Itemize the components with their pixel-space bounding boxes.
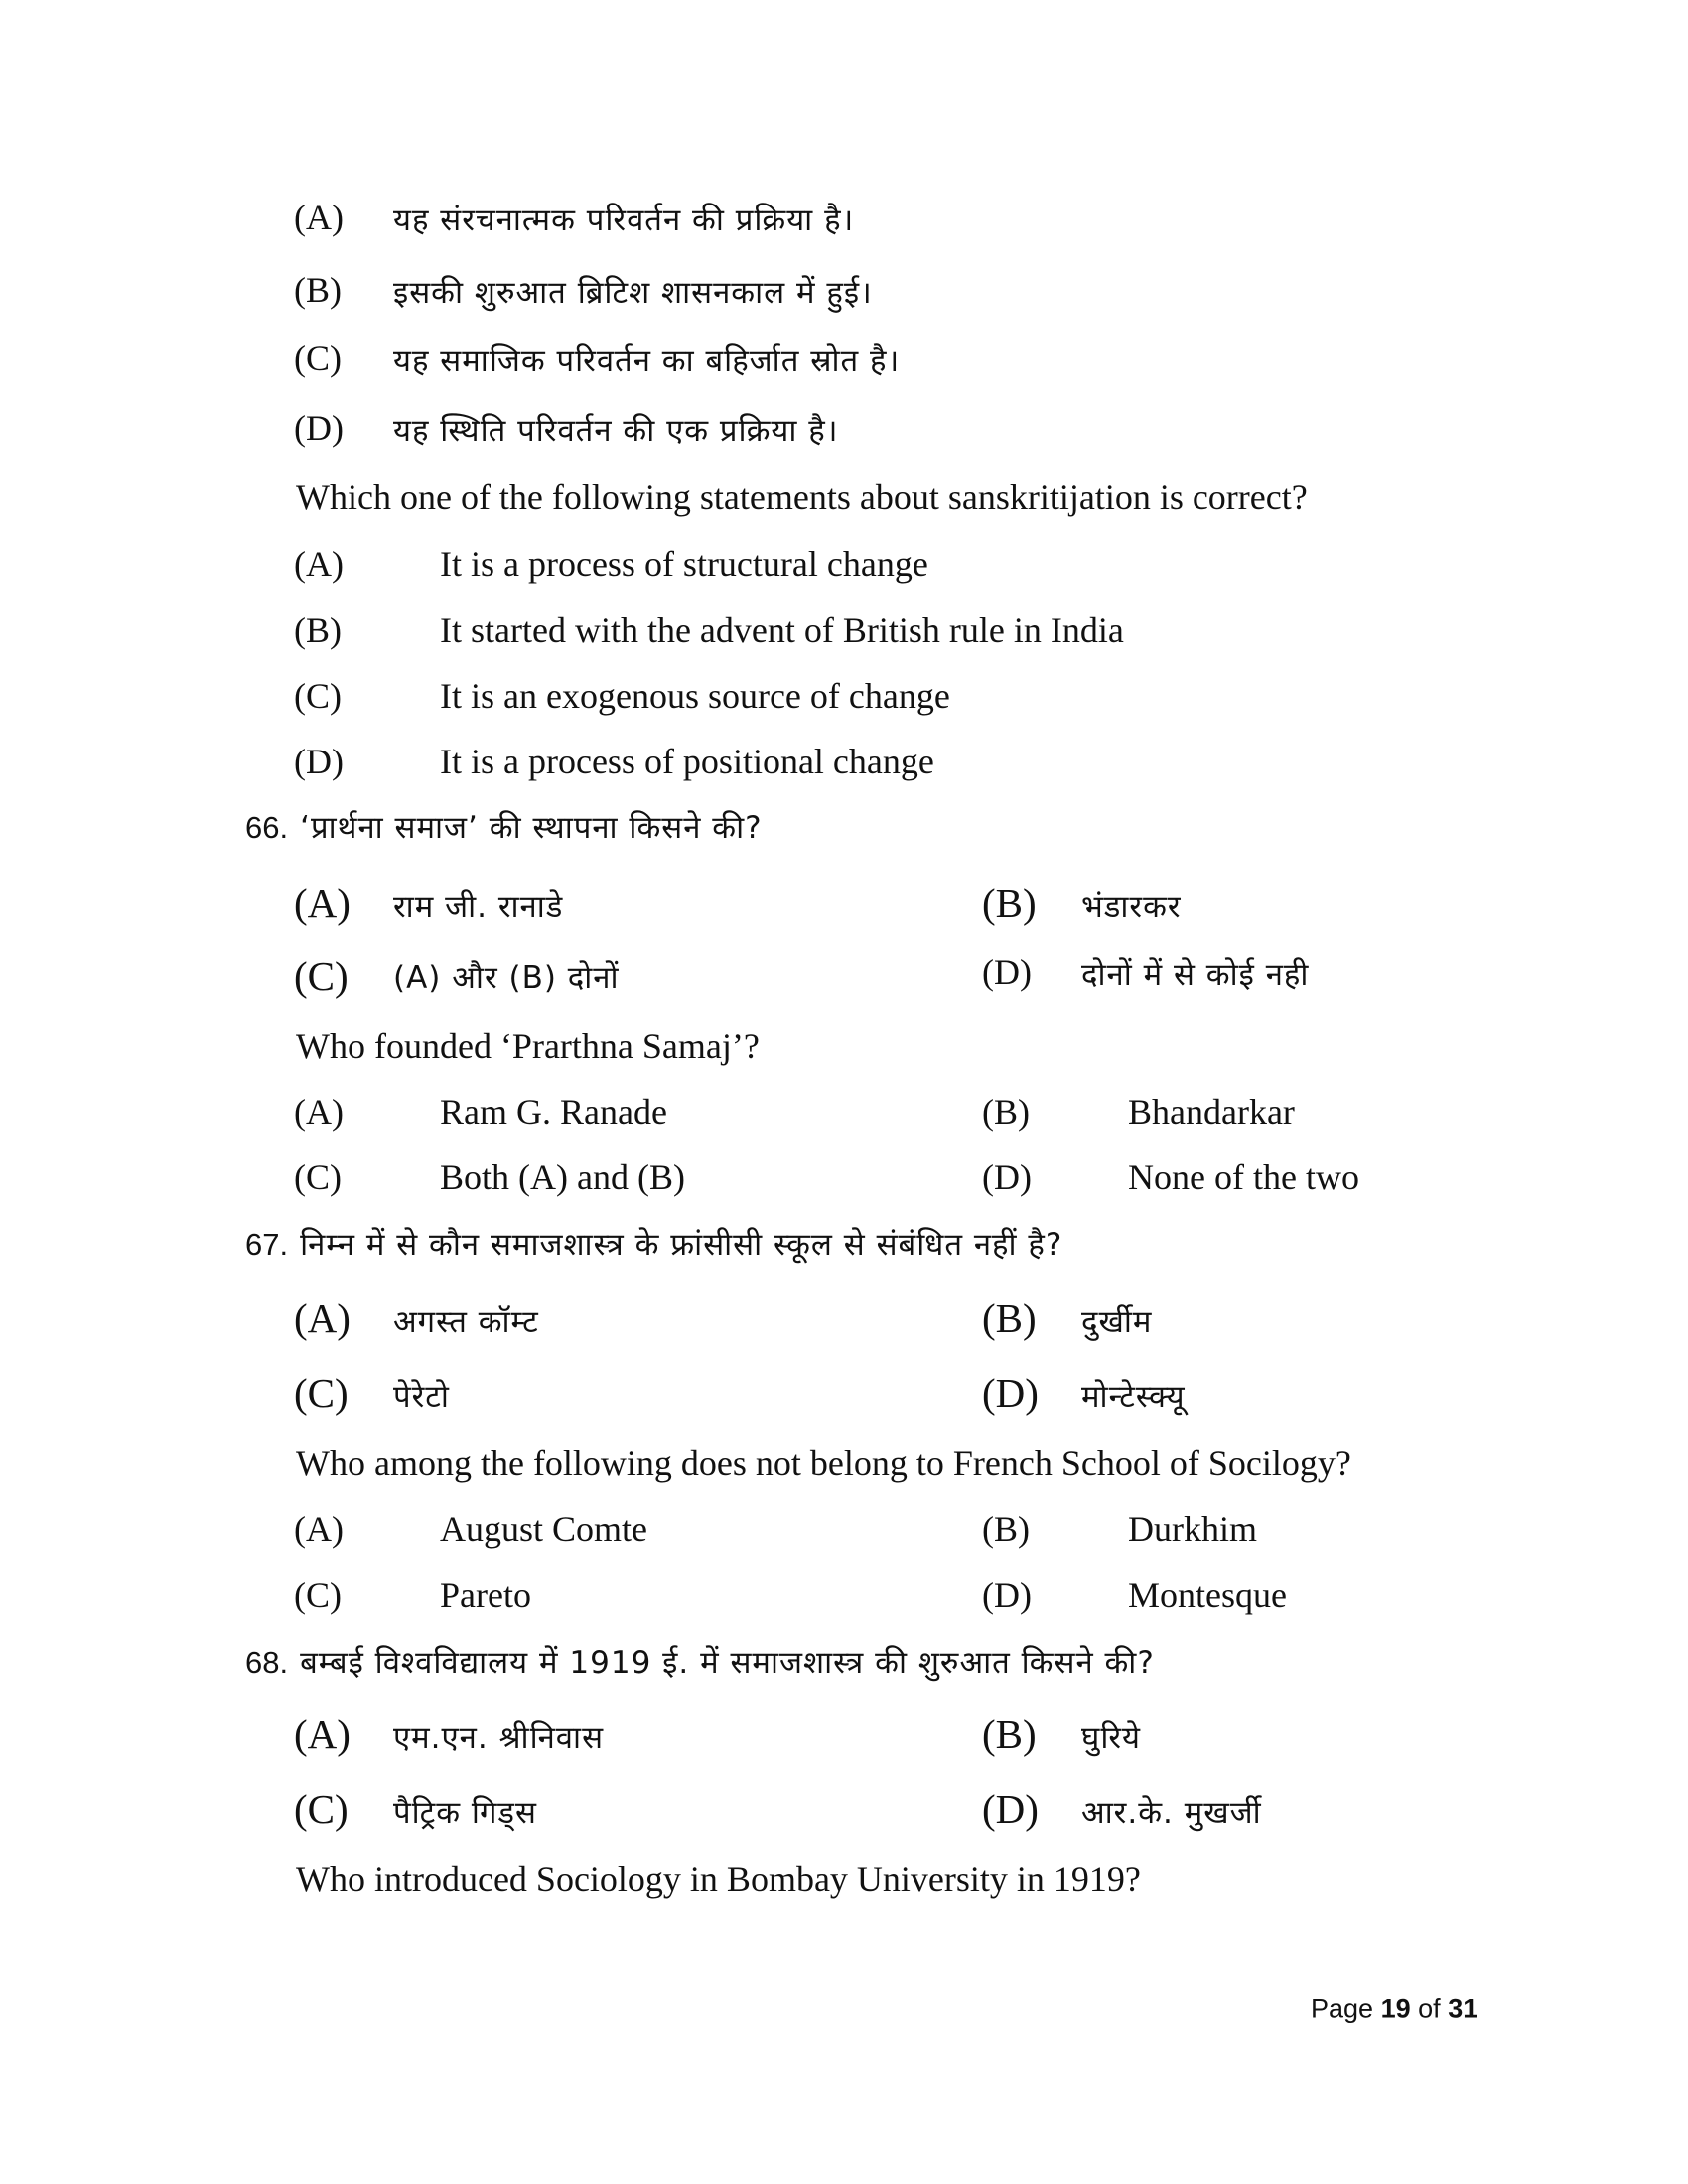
q68-hindi-option-b: (B) घुरिये — [982, 1711, 1142, 1757]
q66-english-option-d: (D) None of the two — [982, 1158, 1359, 1197]
q67-english-option-b: (B) Durkhim — [982, 1509, 1257, 1549]
q66-english-option-a: (A) Ram G. Ranade — [294, 1092, 667, 1132]
q68-hindi-option-c: (C) पैट्रिक गिड्स — [294, 1786, 537, 1832]
question-number: 68. — [245, 1645, 289, 1680]
q67-english-option-d: (D) Montesque — [982, 1575, 1287, 1615]
q67-english-question: Who among the following does not belong to French School of Socilogy? — [296, 1443, 1351, 1483]
q66-english-option-c: (C) Both (A) and (B) — [294, 1158, 685, 1197]
q66-english-question: Who founded ‘Prarthna Samaj’? — [296, 1026, 760, 1066]
q67-english-option-c: (C) Pareto — [294, 1575, 531, 1615]
question-number: 66. — [245, 810, 289, 845]
q65-english-option-b: (B) It started with the advent of British rule in India — [294, 611, 1124, 650]
q66-hindi-option-a: (A) राम जी. रानाडे — [294, 881, 564, 926]
q67-hindi-question: 67. निम्न में से कौन समाजशास्त्र के फ्रांसीसी स्कूल से संबंधित नहीं है? — [245, 1227, 1063, 1263]
q68-english-question: Who introduced Sociology in Bombay University in 1919? — [296, 1859, 1141, 1899]
q65-hindi-option-b: (B) इसकी शुरुआत ब्रिटिश शासनकाल में हुई। — [294, 270, 873, 311]
q66-hindi-question: 66. ‘प्रार्थना समाज’ की स्थापना किसने की? — [245, 810, 763, 846]
q66-hindi-option-d: (D) दोनों में से कोई नही — [982, 952, 1310, 993]
q68-hindi-option-a: (A) एम.एन. श्रीनिवास — [294, 1711, 605, 1757]
q65-english-question: Which one of the following statements about sanskritijation is correct? — [296, 478, 1308, 517]
q68-hindi-option-d: (D) आर.के. मुखर्जी — [982, 1786, 1262, 1832]
q65-hindi-option-a: (A) यह संरचनात्मक परिवर्तन की प्रक्रिया है। — [294, 198, 855, 238]
q65-hindi-option-c: (C) यह समाजिक परिवर्तन का बहिर्जात स्रोत है। — [294, 339, 901, 379]
q65-english-option-c: (C) It is an exogenous source of change — [294, 676, 950, 716]
q67-hindi-option-b: (B) दुर्खीम — [982, 1296, 1153, 1341]
page-footer: Page 19 of 31 — [1311, 1993, 1478, 2024]
q66-english-option-b: (B) Bhandarkar — [982, 1092, 1295, 1132]
q67-hindi-option-c: (C) पेरेटो — [294, 1370, 450, 1416]
q65-hindi-option-d: (D) यह स्थिति परिवर्तन की एक प्रक्रिया है। — [294, 408, 839, 449]
q67-hindi-option-d: (D) मोन्टेस्क्यू — [982, 1370, 1186, 1416]
q66-hindi-option-b: (B) भंडारकर — [982, 881, 1182, 926]
q67-hindi-option-a: (A) अगस्त कॉम्ट — [294, 1296, 539, 1341]
q67-english-option-a: (A) August Comte — [294, 1509, 648, 1549]
question-number: 67. — [245, 1227, 289, 1262]
q68-hindi-question: 68. बम्बई विश्वविद्यालय में 1919 ई. में समाजशास्त्र की शुरुआत किसने की? — [245, 1645, 1155, 1681]
total-pages: 31 — [1448, 1993, 1478, 2024]
q66-hindi-option-c: (C) (A) और (B) दोनों — [294, 953, 620, 999]
q65-english-option-a: (A) It is a process of structural change — [294, 544, 928, 584]
q65-english-option-d: (D) It is a process of positional change — [294, 742, 934, 781]
page-number: 19 — [1380, 1993, 1411, 2024]
